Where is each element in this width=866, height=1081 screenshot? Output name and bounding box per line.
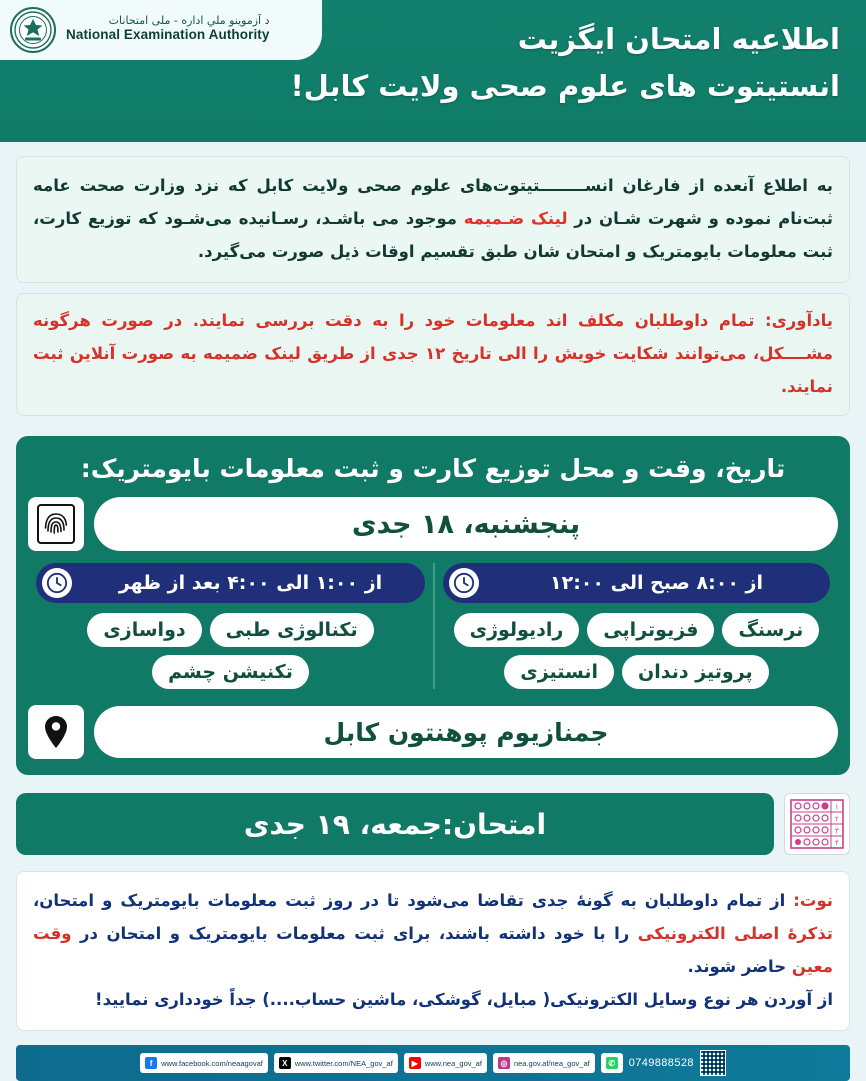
session-morning-time: از ۸:۰۰ صبح الی ۱۲:۰۰ [550,572,763,594]
exam-date-label: امتحان:جمعه، ۱۹ جدی [16,793,774,855]
page-title-line-1: اطلاعیه امتحان ایگزیت [517,22,840,56]
session-afternoon-time-bar [36,563,425,603]
whatsapp-icon: ✆ [606,1057,618,1069]
session-afternoon-groups [36,613,425,689]
reminder-paragraph [16,293,850,416]
facebook-icon: f [145,1057,157,1069]
group-chip: پروتیز دندان [622,655,769,689]
session-morning-groups [443,613,830,689]
note-highlight-id-card: تذکرهٔ اصلی الکترونیکی [637,924,833,943]
instagram-link[interactable] [493,1053,595,1073]
svg-text:۱: ۱ [835,803,839,811]
session-afternoon-time: از ۱:۰۰ الی ۴:۰۰ بعد از ظهر [118,572,383,594]
group-chip: رادیولوژی [454,613,580,647]
notice-text-part-1: به اطلاع آنعده از فارغان انســــــــتیتوت‌های علوم صحی ولایت کابل که نزد وزارت صحت عامه ثبت‌نام نموده و شهرت شـان در [33,176,834,228]
group-chip: دواسازی [87,613,201,647]
fingerprint-icon [28,497,84,551]
schedule-venue-row [28,705,838,759]
answer-sheet-icon [784,793,850,855]
schedule-card [16,436,850,775]
x-twitter-handle: www.twitter.com/NEA_gov_af [294,1058,393,1068]
location-pin-icon [28,705,84,759]
whatsapp-link[interactable] [601,1053,623,1073]
reminder-text: یادآوری: تمام داوطلبان مکلف اند معلومات خود را به دقت بررسی نمایند. در صورت هرگونه مشــــکل، می‌توانند شکایت خویش را الی تاریخ ۱۲ جدی از طریق لینک ضمیمه به صورت آنلاین ثبت نمایند. [33,311,833,396]
contact-phone: 0749888528 [628,1057,694,1069]
note-text-3: حاضر شوند. [687,957,792,976]
footer-bar [16,1045,850,1081]
x-twitter-icon: X [279,1057,291,1069]
svg-text:۳: ۳ [835,827,839,835]
important-note [16,871,850,1031]
clock-icon [449,568,479,598]
session-morning [433,563,838,689]
svg-text:۲: ۲ [835,815,839,823]
note-highlight-on-time: وقت معین [33,924,833,976]
page-header [0,0,866,142]
youtube-handle: www.nea_gov_af [424,1058,482,1068]
group-chip: انستیزی [504,655,614,689]
group-chip: تکنالوژی طبی [210,613,374,647]
note-last-line: از آوردن هر نوع وسایل الکترونیکی( مبایل، گوشکی، ماشین حساب....) جداً خودداری نمایید! [95,990,833,1009]
note-text-2: را با خود داشته باشند، برای ثبت معلومات بایومتریک و امتحان در [71,924,638,943]
qr-code-icon[interactable] [700,1050,726,1076]
note-prefix: نوت: [793,891,833,910]
page-title-line-2: انستیتوت های علوم صحی ولایت کابل! [290,68,840,103]
youtube-link[interactable] [404,1053,487,1073]
emblem-icon [10,7,56,53]
session-morning-time-bar [443,563,830,603]
clock-icon [42,568,72,598]
instagram-icon: ◎ [498,1057,510,1069]
organization-name-dari: د آزموینو ملي اداره - ملی امتحانات [108,13,270,27]
note-text-1: از تمام داوطلبان به گونهٔ جدی تقاضا می‌شود تا در روز ثبت معلومات بایومتریک و امتحان، [33,891,794,910]
schedule-date-row [28,497,838,551]
group-chip: فزیوتراپی [587,613,714,647]
organization-identity [0,0,322,60]
facebook-link[interactable] [140,1053,268,1073]
youtube-icon: ▶ [409,1057,421,1069]
card-distribution-date: پنجشنبه، ۱۸ جدی [94,497,838,551]
attached-link-highlight[interactable]: لینک ضـمیمه [463,209,568,228]
notice-text-part-2: موجود می باشـد، رسـانیده می‌شـود که توزیع کارت، ثبت معلومات بایومتریک و امتحان شان طبق تقسیم اوقات ذیل صورت می‌گیرد. [33,209,833,261]
x-twitter-link[interactable] [274,1053,398,1073]
svg-text:۴: ۴ [835,839,839,847]
notice-paragraph [16,156,850,283]
session-afternoon [28,563,433,689]
group-chip: تکنیشن چشم [152,655,309,689]
organization-name-english: National Examination Authority [66,27,270,43]
page-title [280,16,840,110]
venue-name: جمنازیوم پوهنتون کابل [94,706,838,758]
exam-date-row [0,793,866,855]
facebook-handle: www.facebook.com/neaagovaf [161,1058,263,1068]
session-columns [28,563,838,689]
schedule-title: تاریخ، وقت و محل توزیع کارت و ثبت معلومات بایومتریک: [80,454,786,483]
instagram-handle: nea.gov.af/nea_gov_af [513,1058,590,1068]
group-chip: نرسنگ [722,613,819,647]
